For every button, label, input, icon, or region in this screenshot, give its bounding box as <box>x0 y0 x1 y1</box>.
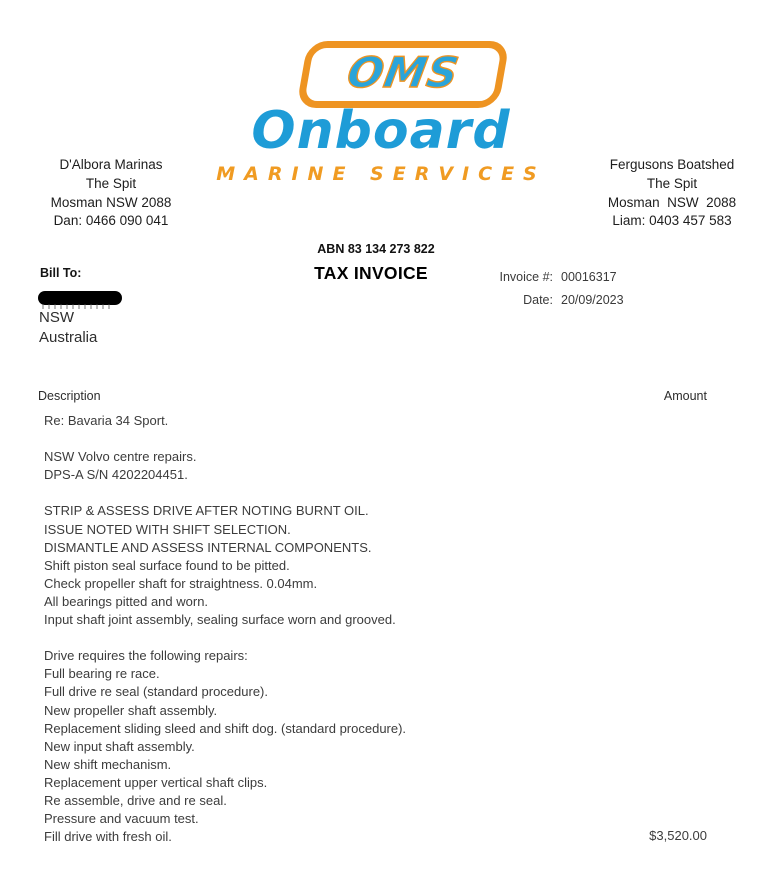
address-line: Liam: 0403 457 583 <box>612 213 732 229</box>
line-amount-value: $3,520.00 <box>649 828 707 843</box>
date-label: Date: <box>523 293 553 307</box>
address-line: Mosman NSW 2088 <box>50 194 172 210</box>
onboard-logo-text: Onboard <box>251 101 511 161</box>
date-value: 20/09/2023 <box>561 293 624 307</box>
description-line: All bearings pitted and worn. <box>44 593 209 609</box>
address-line: Fergusons Boatshed <box>609 157 735 172</box>
description-line <box>44 484 564 502</box>
description-column-header: Description <box>38 389 101 403</box>
description-line: DISMANTLE AND ASSESS INTERNAL COMPONENTS. <box>44 539 372 555</box>
description-lines <box>44 412 564 846</box>
address-line: Dan: 0466 090 041 <box>53 213 169 229</box>
description-line: New propeller shaft assembly. <box>44 702 218 718</box>
description-line: Pressure and vacuum test. <box>44 811 199 827</box>
description-line <box>44 629 564 647</box>
description-line: Replacement upper vertical shaft clips. <box>44 774 268 790</box>
description-line: Input shaft joint assembly, sealing surface worn and grooved. <box>44 612 396 628</box>
abn-line: ABN 83 134 273 822 <box>317 242 435 256</box>
description-line: NSW Volvo centre repairs. <box>44 449 197 465</box>
description-line: New input shaft assembly. <box>44 738 195 754</box>
address-line: The Spit <box>646 175 698 191</box>
description-line: Drive requires the following repairs: <box>44 648 248 664</box>
left-address-block <box>18 157 204 232</box>
description-line: Shift piston seal surface found to be pitted. <box>44 557 290 573</box>
address-line: Mosman NSW 2088 <box>607 194 737 210</box>
description-line: Full bearing re race. <box>44 666 160 682</box>
tax-invoice-title: TAX INVOICE <box>314 263 428 283</box>
bill-to-line: Australia <box>39 328 98 346</box>
description-line: DPS-A S/N 4202204451. <box>44 467 188 483</box>
bill-to-label: Bill To: <box>40 266 82 280</box>
right-address-block <box>584 157 760 232</box>
description-line: New shift mechanism. <box>44 756 172 772</box>
bill-to-line: NSW <box>39 309 74 326</box>
description-line: Replacement sliding sleed and shift dog. (standard procedure). <box>44 720 407 736</box>
amount-column-header: Amount <box>663 389 707 403</box>
invoice-number-value: 00016317 <box>561 270 617 284</box>
oms-logo-badge <box>296 41 510 108</box>
oms-logo-text: OMS <box>343 48 464 97</box>
description-line: Full drive re seal (standard procedure). <box>44 684 268 700</box>
description-line <box>44 430 564 448</box>
description-line: Re assemble, drive and re seal. <box>44 792 227 808</box>
invoice-number-label: Invoice #: <box>499 270 553 284</box>
address-line: The Spit <box>85 175 137 191</box>
description-line: Re: Bavaria 34 Sport. <box>44 413 169 428</box>
address-line: D'Albora Marinas <box>59 157 163 172</box>
description-line: Check propeller shaft for straightness. 0.04mm. <box>44 575 318 591</box>
description-line: ISSUE NOTED WITH SHIFT SELECTION. <box>44 521 291 537</box>
description-line: STRIP & ASSESS DRIVE AFTER NOTING BURNT OIL. <box>44 503 369 519</box>
description-line: Fill drive with fresh oil. <box>44 829 172 845</box>
redacted-customer-name-bar <box>38 291 122 305</box>
marine-services-tagline: MARINE SERVICES <box>216 163 546 185</box>
bill-to-address <box>39 309 97 348</box>
